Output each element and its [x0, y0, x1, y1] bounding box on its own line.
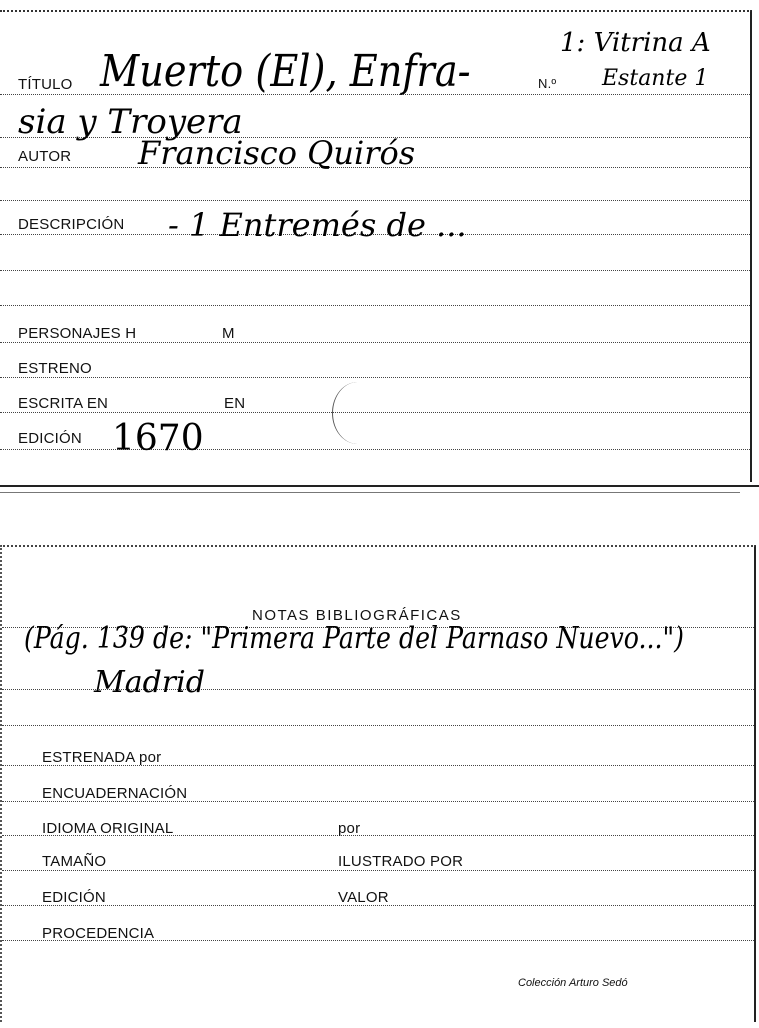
- ruled-line: [0, 200, 750, 201]
- mujeres-label: M: [222, 325, 235, 342]
- notas-bibliograficas-heading: NOTAS BIBLIOGRÁFICAS: [252, 607, 462, 624]
- valor-label: VALOR: [338, 889, 389, 906]
- idioma-original-label: IDIOMA ORIGINAL: [42, 820, 174, 837]
- en-label: EN: [224, 395, 246, 412]
- escrita-en-label: ESCRITA EN: [18, 395, 109, 412]
- autor-label: AUTOR: [18, 148, 72, 165]
- personajes-label: PERSONAJES H: [18, 325, 137, 342]
- ruled-line: [0, 342, 750, 343]
- edicion-handwritten: 1670: [112, 418, 204, 459]
- encuadernacion-label: ENCUADERNACIÓN: [42, 785, 188, 802]
- titulo-label: TÍTULO: [18, 76, 73, 93]
- numero-handwritten-1: 1: Vitrina A: [560, 28, 711, 58]
- collection-stamp: Colección Arturo Sedó: [518, 977, 628, 989]
- paper-mark: [332, 382, 383, 444]
- estreno-label: ESTRENO: [18, 360, 92, 377]
- notas-handwritten-2: Madrid: [94, 665, 205, 700]
- ruled-line: [2, 725, 754, 726]
- ruled-line: [0, 377, 750, 378]
- por-label: por: [338, 820, 361, 837]
- card-separator-thin: [0, 492, 740, 493]
- ruled-line: [0, 270, 750, 271]
- procedencia-label: PROCEDENCIA: [42, 925, 155, 942]
- notas-handwritten-1: (Pág. 139 de: "Primera Parte del Parnaso Nuevo..."): [24, 621, 684, 656]
- numero-label: N.º: [538, 76, 557, 91]
- numero-handwritten-2: Estante 1: [602, 66, 709, 91]
- ruled-line: [0, 305, 750, 306]
- catalog-card-back: [0, 545, 756, 1022]
- tamano-label: TAMAÑO: [42, 853, 107, 870]
- descripcion-label: DESCRIPCIÓN: [18, 216, 125, 233]
- titulo-handwritten-2: sia y Troyera: [18, 102, 243, 142]
- edicion-label: EDICIÓN: [18, 430, 82, 447]
- titulo-handwritten-1: Muerto (El), Enfra-: [100, 46, 471, 97]
- ilustrado-por-label: ILUSTRADO POR: [338, 853, 464, 870]
- descripcion-handwritten: - 1 Entremés de ...: [168, 206, 467, 244]
- autor-handwritten: Francisco Quirós: [138, 134, 416, 172]
- estrenada-label: ESTRENADA por: [42, 749, 162, 766]
- ruled-line: [2, 870, 754, 871]
- edicion-back-label: EDICIÓN: [42, 889, 106, 906]
- card-separator: [0, 485, 759, 487]
- catalog-card-front: [0, 10, 752, 482]
